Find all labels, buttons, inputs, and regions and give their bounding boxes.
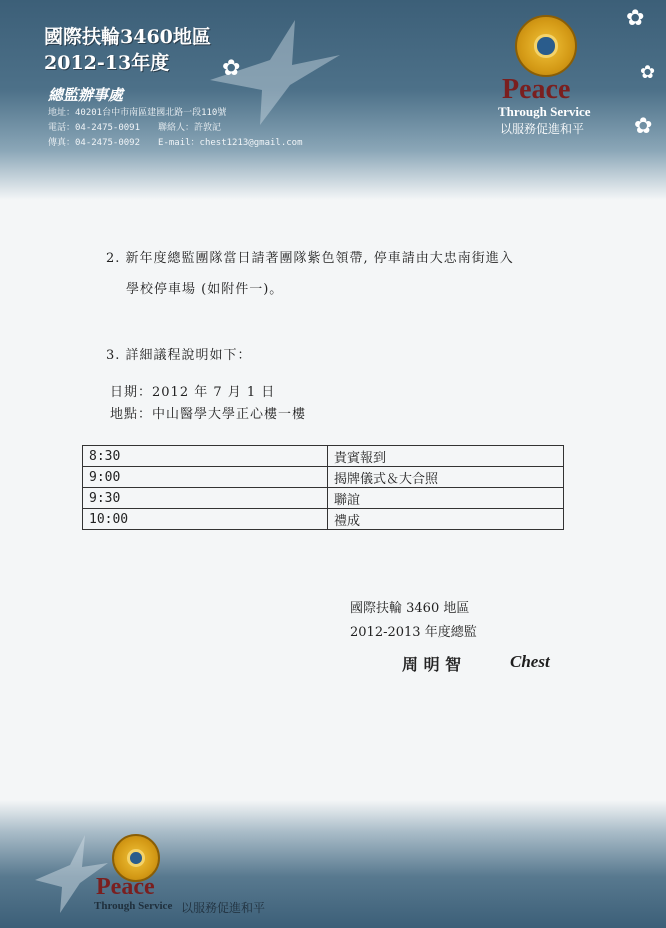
phone: 電話：04-2475-0091	[48, 123, 141, 133]
schedule-event: 聯誼	[328, 488, 564, 509]
rotary-seal-icon	[515, 15, 577, 77]
flower-icon: ✿	[222, 56, 241, 81]
schedule-event: 禮成	[328, 509, 564, 530]
signature-name: 周 明 智	[402, 655, 462, 674]
table-row	[83, 488, 564, 509]
schedule-time: 9:30	[83, 488, 328, 509]
email: E-mail：chest1213@gmail.com	[158, 138, 303, 148]
footer-logo-peace: Peace	[96, 874, 155, 900]
signature-org: 國際扶輪 3460 地區	[350, 601, 470, 616]
footer-logo-through-service: Through Service	[94, 900, 173, 912]
logo-peace: Peace	[502, 74, 571, 105]
flower-icon: ✿	[634, 114, 653, 139]
flower-icon: ✿	[640, 62, 656, 83]
schedule-event: 貴賓報到	[328, 446, 564, 467]
signature-title: 2012-2013 年度總監	[350, 625, 477, 640]
schedule-time: 8:30	[83, 446, 328, 467]
table-row	[83, 509, 564, 530]
office-title: 總監辦事處	[48, 86, 124, 104]
address: 地址：40201台中市南區建國北路一段110號	[48, 108, 227, 118]
item-2-line1: 2. 新年度總監團隊當日請著團隊紫色領帶, 停車請由大忠南街進入	[106, 251, 514, 266]
footer-logo-motto: 以服務促進和平	[181, 901, 266, 915]
org-name: 國際扶輪3460地區	[44, 26, 211, 48]
contact-person: 聯絡人：許敦記	[158, 123, 222, 133]
flower-icon: ✿	[626, 6, 645, 31]
schedule-time: 10:00	[83, 509, 328, 530]
table-row	[83, 446, 564, 467]
schedule-table	[82, 445, 564, 530]
contact-info	[48, 106, 303, 151]
logo-through-service: Through Service	[498, 104, 591, 119]
item-3: 3. 詳細議程說明如下：	[106, 348, 252, 363]
org-year: 2012-13年度	[44, 52, 170, 74]
logo-motto: 以服務促進和平	[500, 122, 585, 136]
table-row	[83, 467, 564, 488]
handwritten-signature: Chest	[510, 652, 550, 671]
event-place: 地點：中山醫學大學正心樓一樓	[110, 407, 307, 422]
org-title	[44, 24, 211, 76]
item-2-line2: 學校停車場 (如附件一)。	[126, 282, 284, 297]
fax: 傳真：04-2475-0092	[48, 138, 141, 148]
event-date: 日期：2012 年 7 月 1 日	[110, 385, 276, 400]
schedule-time: 9:00	[83, 467, 328, 488]
schedule-event: 揭牌儀式＆大合照	[328, 467, 564, 488]
